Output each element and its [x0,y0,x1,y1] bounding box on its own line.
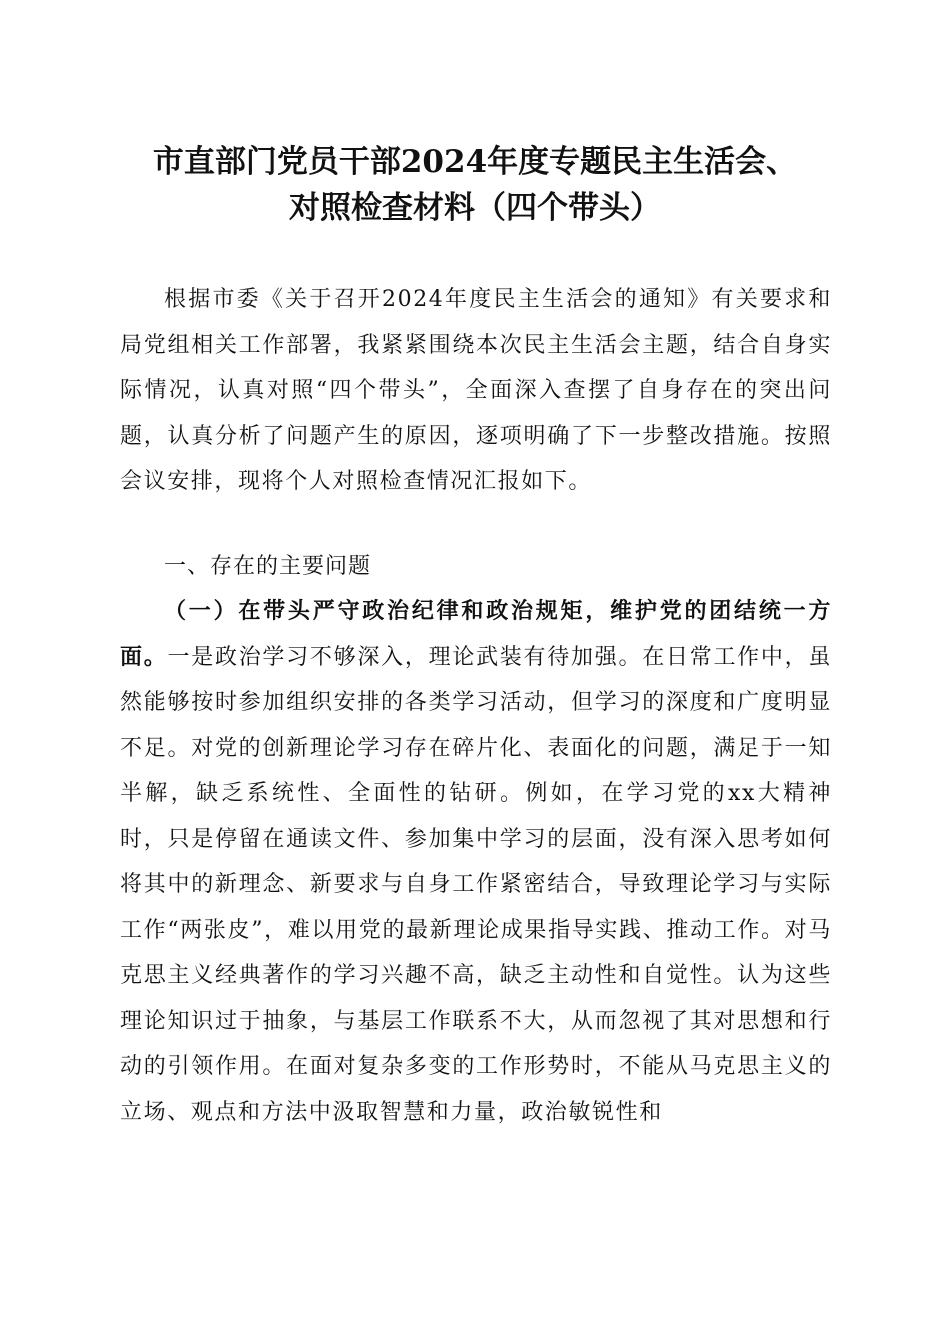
section-heading-main-problems: 一、存在的主要问题 [164,554,372,579]
subsection-body-political-discipline: 一是政治学习不够深入，理论武装有待加强。在日常工作中，虽然能够按时参加组织安排的各类学习活动，但学习的深度和广度明显不足。对党的创新理论学习存在碎片化、表面化的问题，满足于一知半解，缺乏系统性、全面性的钻研。例如，在学习党的xx大精神时，只是停留在通读文件、参加集中学习的层面，没有深入思考如何将其中的新理念、新要求与自身工作紧密结合，导致理论学习与实际工作“两张皮”，难以用党的最新理论成果指导实践、推动工作。对马克思主义经典著作的学习兴趣不高，缺乏主动性和自觉性。认为这些理论知识过于抽象，与基层工作联系不大，从而忽视了其对思想和行动的引领作用。在面对复杂多变的工作形势时，不能从马克思主义的立场、观点和方法中汲取智慧和力量，政治敏锐性和 [120,644,832,1125]
subsection-heading-political-discipline: （一）在带头严守政治纪律和政治规矩，维护党的团结统一方面。 [120,598,832,670]
document-title-line-1: 市直部门党员干部2024年度专题民主生活会、 [152,144,798,180]
intro-paragraph: 根据市委《关于召开2024年度民主生活会的通知》有关要求和局党组相关工作部署，我紧紧围绕本次民主生活会主题，结合自身实际情况，认真对照“四个带头”，全面深入查摆了自身存在的突出问题，认真分析了问题产生的原因，逐项明确了下一步整改措施。按照会议安排，现将个人对照检查情况汇报如下。 [120,287,832,494]
document-title-line-2: 对照检查材料（四个带头） [289,190,661,226]
subsection-paragraph-political-discipline [120,589,832,1135]
